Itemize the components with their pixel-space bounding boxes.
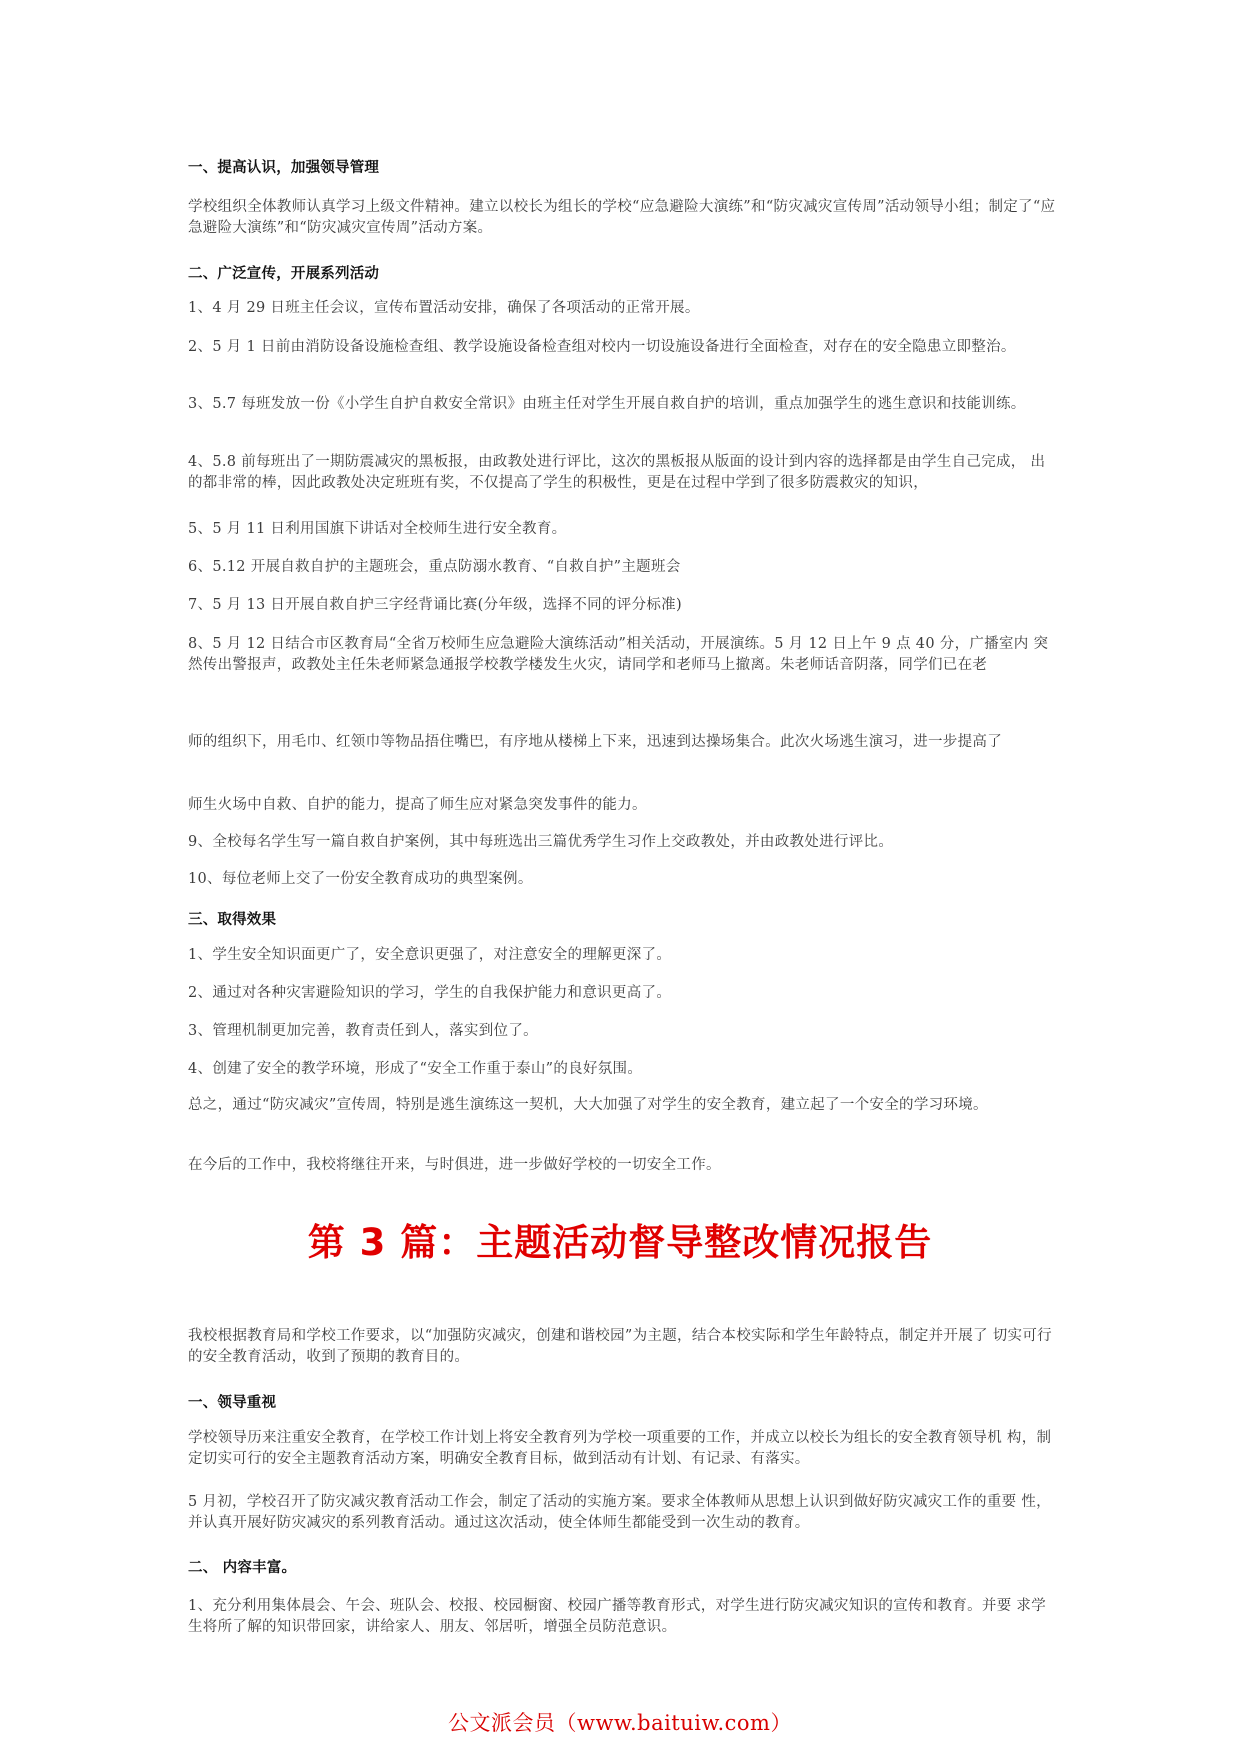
list-item: 10、每位老师上交了一份安全教育成功的典型案例。 [188, 871, 533, 887]
section-heading: 三、取得效果 [188, 912, 277, 928]
list-item: 4、5.8 前每班出了一期防震减灾的黑板报，由政教处进行评比，这次的黑板报从版面的设计到内容的选择都是由学生自己完成， 出的都非常的棒，因此政教处决定班班有奖，不仅提高了学生的积极性，更是在过程中学到了很多防震救灾的知识， [188, 454, 1046, 491]
intro-paragraph: 我校根据教育局和学校工作要求，以“加强防灾减灾，创建和谐校园”为主题，结合本校实际和学生年龄特点，制定并开展了 切实可行的安全教育活动，收到了预期的教育目的。 [188, 1328, 1052, 1365]
list-item: 6、5.12 开展自救自护的主题班会，重点防溺水教育、“自救自护”主题班会 [188, 559, 681, 575]
list-item: 2、5 月 1 日前由消防设备设施检查组、教学设施设备检查组对校内一切设施设备进行全面检查，对存在的安全隐患立即整治。 [188, 339, 1016, 355]
section-heading: 二、广泛宣传，开展系列活动 [188, 266, 380, 282]
closing-paragraph: 在今后的工作中，我校将继往开来，与时俱进，进一步做好学校的一切安全工作。 [188, 1157, 721, 1173]
paragraph: 学校领导历来注重安全教育，在学校工作计划上将安全教育列为学校一项重要的工作，并成立以校长为组长的安全教育领导机 构，制定切实可行的安全主题教育活动方案，明确安全教育目标，做到活动有计划、有记录、有落实。 [188, 1430, 1052, 1467]
section-heading: 二、 内容丰富。 [188, 1560, 297, 1576]
paragraph: 5 月初，学校召开了防灾减灾教育活动工作会，制定了活动的实施方案。要求全体教师从思想上认识到做好防灾减灾工作的重要 性，并认真开展好防灾减灾的系列教育活动。通过这次活动，使全体师生都能受到一次生动的教育。 [188, 1494, 1051, 1531]
list-item: 9、全校每名学生写一篇自救自护案例，其中每班选出三篇优秀学生习作上交政教处，并由政教处进行评比。 [188, 834, 894, 850]
list-item: 1、4 月 29 日班主任会议，宣传布置活动安排，确保了各项活动的正常开展。 [188, 300, 700, 316]
section-heading: 一、领导重视 [188, 1395, 277, 1411]
footer-watermark: 公文派会员（www.baituiw.com） [448, 1711, 792, 1735]
list-item: 2、通过对各种灾害避险知识的学习，学生的自我保护能力和意识更高了。 [188, 985, 672, 1001]
list-item: 8、5 月 12 日结合市区教育局“全省万校师生应急避险大演练活动”相关活动，开展演练。5 月 12 日上午 9 点 40 分，广播室内 突然传出警报声，政教处主任朱老师紧急通报学校教学楼发生火灾，请同学和老师马上撤离。朱老师话音阴落，同学们已在老 [188, 636, 1049, 673]
section-heading: 一、提高认识，加强领导管理 [188, 160, 380, 176]
list-item: 1、学生安全知识面更广了，安全意识更强了，对注意安全的理解更深了。 [188, 947, 672, 963]
paragraph: 1、充分利用集体晨会、午会、班队会、校报、校园橱窗、校园广播等教育形式，对学生进行防灾减灾知识的宣传和教育。并要 求学生将所了解的知识带回家，讲给家人、朋友、邻居听，增强全员防范意识。 [188, 1598, 1047, 1635]
article-title: 第 3 篇：主题活动督导整改情况报告 [307, 1221, 933, 1264]
summary-paragraph: 总之，通过“防灾减灾”宣传周，特别是逃生演练这一契机，大大加强了对学生的安全教育，建立起了一个安全的学习环境。 [188, 1097, 988, 1113]
list-item: 师生火场中自救、自护的能力，提高了师生应对紧急突发事件的能力。 [188, 797, 647, 813]
list-item: 3、管理机制更加完善，教育责任到人，落实到位了。 [188, 1023, 538, 1039]
list-item: 7、5 月 13 日开展自救自护三字经背诵比赛(分年级，选择不同的评分标准) [188, 597, 682, 613]
list-item: 师的组织下，用毛巾、红领巾等物品捂住嘴巴，有序地从楼梯上下来，迅速到达操场集合。此次火场逃生演习，进一步提高了 [188, 734, 1002, 750]
list-item: 5、5 月 11 日利用国旗下讲话对全校师生进行安全教育。 [188, 521, 567, 537]
paragraph: 学校组织全体教师认真学习上级文件精神。建立以校长为组长的学校“应急避险大演练”和“防灾减灾宣传周”活动领导小组；制定了“应急避险大演练”和“防灾减灾宣传周”活动方案。 [188, 199, 1056, 236]
list-item: 4、创建了安全的教学环境，形成了“安全工作重于泰山”的良好氛围。 [188, 1061, 643, 1077]
list-item: 3、5.7 每班发放一份《小学生自护自救安全常识》由班主任对学生开展自救自护的培训，重点加强学生的逃生意识和技能训练。 [188, 396, 1026, 412]
